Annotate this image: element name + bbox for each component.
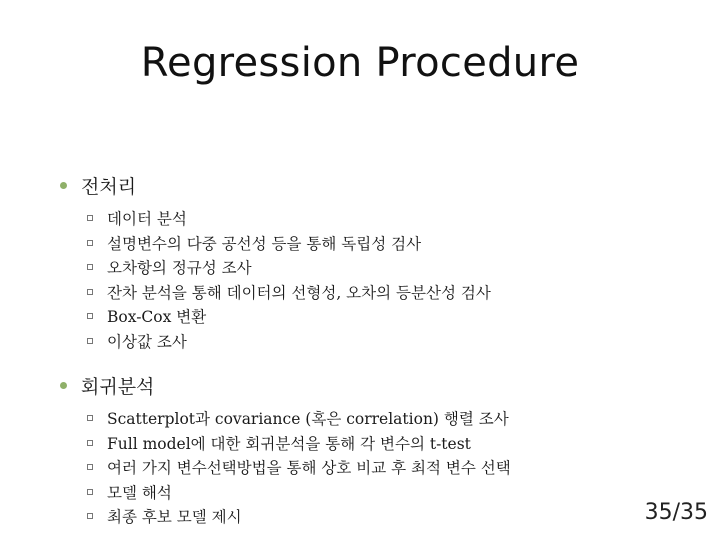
square-bullet-icon	[87, 489, 93, 495]
section-label: 전처리	[81, 175, 137, 198]
sub-bullet-list	[55, 406, 511, 529]
section-preprocessing	[55, 170, 491, 353]
list-item	[87, 280, 491, 305]
list-item	[87, 504, 511, 529]
section-heading	[55, 370, 511, 400]
list-item	[87, 455, 511, 480]
square-bullet-icon	[87, 215, 93, 221]
sub-bullet-list	[55, 206, 491, 353]
square-bullet-icon	[87, 415, 93, 421]
section-label: 회귀분석	[81, 375, 155, 398]
list-item	[87, 255, 491, 280]
list-item	[87, 480, 511, 505]
square-bullet-icon	[87, 240, 93, 246]
list-item-text: 모델 해석	[107, 483, 172, 502]
list-item	[87, 431, 511, 456]
list-item-text: 최종 후보 모델 제시	[107, 508, 242, 527]
section-heading	[55, 170, 491, 200]
square-bullet-icon	[87, 289, 93, 295]
section-regression	[55, 370, 511, 529]
list-item-text: Full model에 대한 회귀분석을 통해 각 변수의 t-test	[107, 434, 471, 453]
list-item-text: Scatterplot과 covariance (혹은 correlation) 행렬 조사	[107, 410, 509, 429]
slide-title: Regression Procedure	[140, 40, 580, 86]
list-item-text: 여러 가지 변수선택방법을 통해 상호 비교 후 최적 변수 선택	[107, 459, 511, 478]
round-bullet-icon	[60, 182, 67, 189]
list-item	[87, 329, 491, 354]
square-bullet-icon	[87, 338, 93, 344]
square-bullet-icon	[87, 464, 93, 470]
square-bullet-icon	[87, 313, 93, 319]
list-item	[87, 206, 491, 231]
list-item-text: Box-Cox 변환	[107, 308, 207, 327]
round-bullet-icon	[60, 382, 67, 389]
list-item-text: 오차항의 정규성 조사	[107, 259, 252, 278]
list-item-text: 이상값 조사	[107, 332, 187, 351]
list-item	[87, 304, 491, 329]
list-item-text: 잔차 분석을 통해 데이터의 선형성, 오차의 등분산성 검사	[107, 283, 491, 302]
page-number: 35/35	[644, 500, 708, 525]
square-bullet-icon	[87, 513, 93, 519]
square-bullet-icon	[87, 440, 93, 446]
list-item-text: 설명변수의 다중 공선성 등을 통해 독립성 검사	[107, 234, 422, 253]
list-item-text: 데이터 분석	[107, 210, 187, 229]
square-bullet-icon	[87, 264, 93, 270]
list-item	[87, 231, 491, 256]
list-item	[87, 406, 511, 431]
